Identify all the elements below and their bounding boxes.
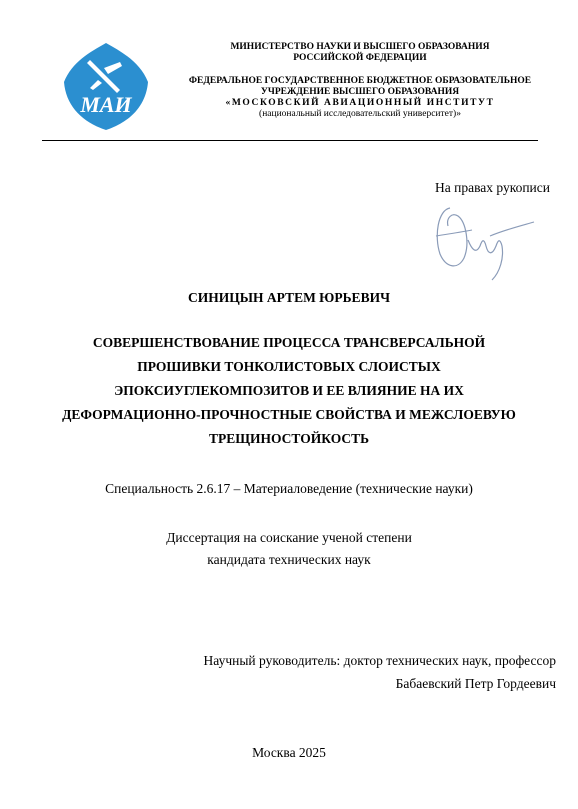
signature — [428, 196, 538, 282]
degree-line: кандидата технических наук — [207, 552, 371, 567]
supervisor-block — [204, 649, 556, 695]
mai-logo — [60, 40, 152, 132]
city-year: Москва 2025 — [252, 745, 326, 760]
logo-text: МАИ — [80, 92, 132, 117]
institution-note: (национальный исследовательский университет)» — [259, 109, 461, 119]
degree-line: Диссертация на соискание ученой степени — [166, 530, 412, 545]
dissertation-title — [30, 331, 548, 451]
ministry-line: МИНИСТЕРСТВО НАУКИ И ВЫСШЕГО ОБРАЗОВАНИЯ — [230, 42, 490, 52]
title-line: СОВЕРШЕНСТВОВАНИЕ ПРОЦЕССА ТРАНСВЕРСАЛЬНОЙ — [92, 335, 486, 350]
supervisor-name: Бабаевский Петр Гордеевич — [395, 676, 556, 691]
title-line: ЭПОКСИУГЛЕКОМПОЗИТОВ И ЕЕ ВЛИЯНИЕ НА ИХ — [114, 383, 464, 398]
title-line: ПРОШИВКИ ТОНКОЛИСТОВЫХ СЛОИСТЫХ — [137, 359, 441, 374]
supervisor-title: Научный руководитель: доктор технических наук, профессор — [203, 653, 556, 668]
institution-header — [160, 76, 560, 109]
institution-line: «МОСКОВСКИЙ АВИАЦИОННЫЙ ИНСТИТУТ — [225, 98, 495, 108]
title-line: ТРЕЩИНОСТОЙКОСТЬ — [208, 431, 370, 446]
institution-line: ФЕДЕРАЛЬНОЕ ГОСУДАРСТВЕННОЕ БЮДЖЕТНОЕ ОБРАЗОВАТЕЛЬНОЕ — [188, 76, 532, 86]
specialty: Специальность 2.6.17 – Материаловедение (технические науки) — [105, 481, 473, 496]
manuscript-rights: На правах рукописи — [434, 180, 550, 195]
header-divider — [42, 140, 538, 141]
ministry-line: РОССИЙСКОЙ ФЕДЕРАЦИИ — [293, 53, 427, 63]
ministry-header — [160, 42, 560, 64]
title-line: ДЕФОРМАЦИОННО-ПРОЧНОСТНЫЕ СВОЙСТВА И МЕЖСЛОЕВУЮ — [62, 407, 516, 422]
author-name: СИНИЦЫН АРТЕМ ЮРЬЕВИЧ — [188, 290, 390, 305]
degree-statement — [0, 527, 578, 571]
institution-line: УЧРЕЖДЕНИЕ ВЫСШЕГО ОБРАЗОВАНИЯ — [260, 87, 460, 97]
